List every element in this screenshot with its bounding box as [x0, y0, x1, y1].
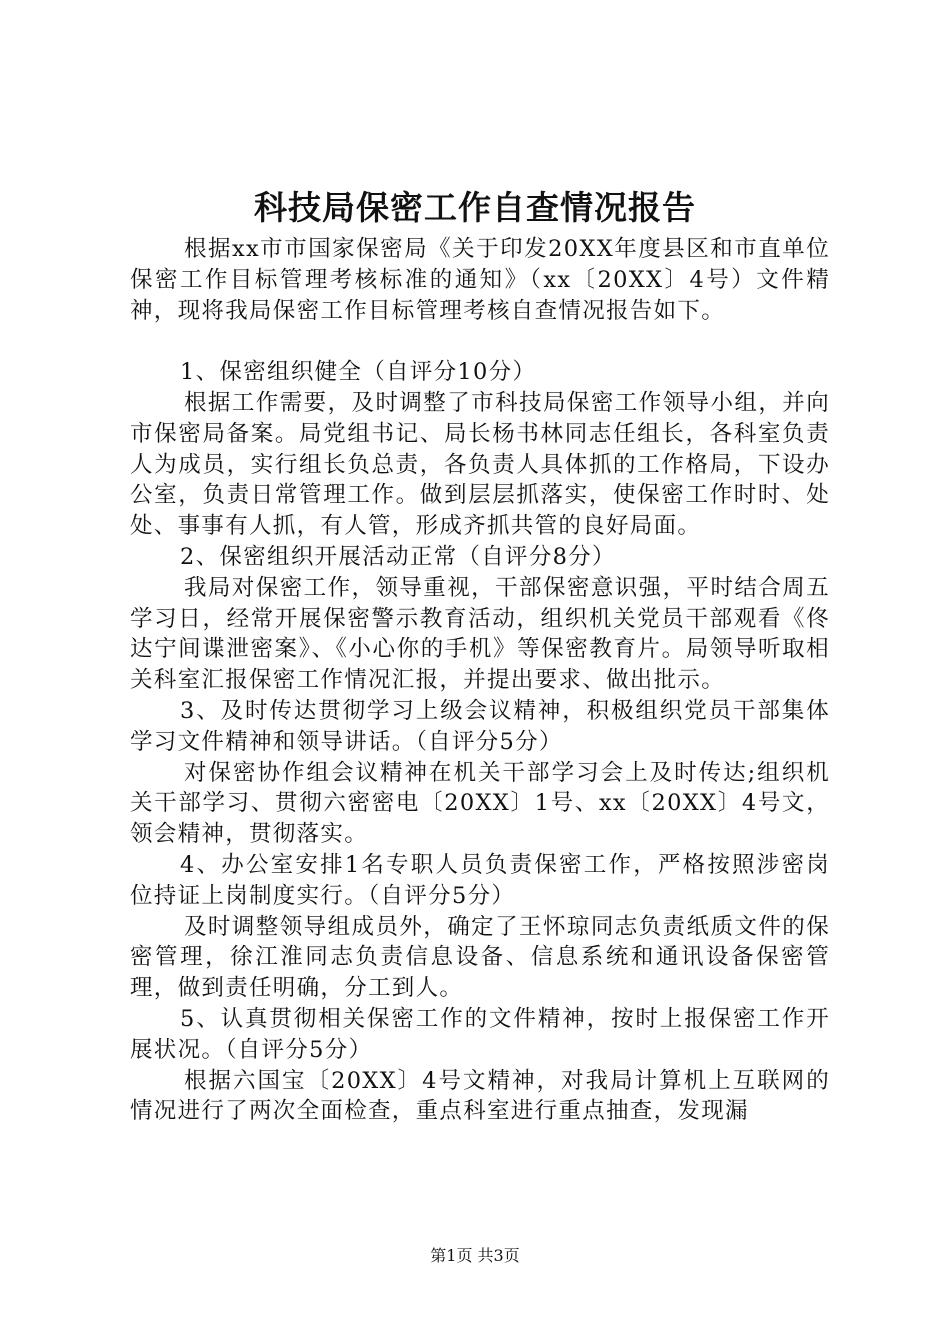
document-title: 科技局保密工作自查情况报告	[254, 188, 696, 227]
section-heading: 2、保密组织开展活动正常（自评分8分）	[180, 543, 616, 570]
intro-paragraph: 根据xx市市国家保密局《关于印发20XX年度县区和市直单位保密工作目标管理考核标准的通知》（xx〔20XX〕4号）文件精神，现将我局保密工作目标管理考核自查情况报告如下。	[130, 236, 830, 324]
section-heading: 3、及时传达贯彻学习上级会议精神，积极组织党员干部集体学习文件精神和领导讲话。（自评分5分）	[130, 697, 830, 755]
section-paragraph: 及时调整领导组成员外，确定了王怀琼同志负责纸质文件的保密管理，徐江淮同志负责信息设备、信息系统和通讯设备保密管理，做到责任明确，分工到人。	[130, 913, 830, 1002]
section-heading: 4、办公室安排1名专职人员负责保密工作，严格按照涉密岗位持证上岗制度实行。（自评分5分）	[130, 851, 830, 909]
section-paragraph: 我局对保密工作，领导重视，干部保密意识强，平时结合周五学习日，经常开展保密警示教育活动，组织机关党员干部观看《佟达宁间谍泄密案》、《小心你的手机》等保密教育片。局领导听取相关科室汇报保密工作情况汇报，并提出要求、做出批示。	[130, 574, 830, 694]
section-paragraph: 根据六国宝〔20XX〕4号文精神，对我局计算机上互联网的情况进行了两次全面检查，重点科室进行重点抽查，发现漏	[130, 1067, 830, 1125]
document-body	[130, 234, 830, 1127]
page-footer: 第1页 共3页	[430, 1246, 520, 1265]
section-heading: 5、认真贯彻相关保密工作的文件精神，按时上报保密工作开展状况。（自评分5分）	[130, 1005, 830, 1063]
section-heading: 1、保密组织健全（自评分10分）	[180, 359, 537, 386]
paragraph-gap	[130, 326, 830, 357]
section-paragraph: 根据工作需要，及时调整了市科技局保密工作领导小组，并向市保密局备案。局党组书记、局长杨书林同志任组长，各科室负责人为成员，实行组长负总责，各负责人具体抓的工作格局，下设办公室，负责日常管理工作。做到层层抓落实，使保密工作时时、处处、事事有人抓，有人管，形成齐抓共管的良好局面。	[130, 389, 830, 540]
section-paragraph: 对保密协作组会议精神在机关干部学习会上及时传达;组织机关干部学习、贯彻六密密电〔20XX〕1号、xx〔20XX〕4号文，领会精神，贯彻落实。	[130, 759, 830, 848]
